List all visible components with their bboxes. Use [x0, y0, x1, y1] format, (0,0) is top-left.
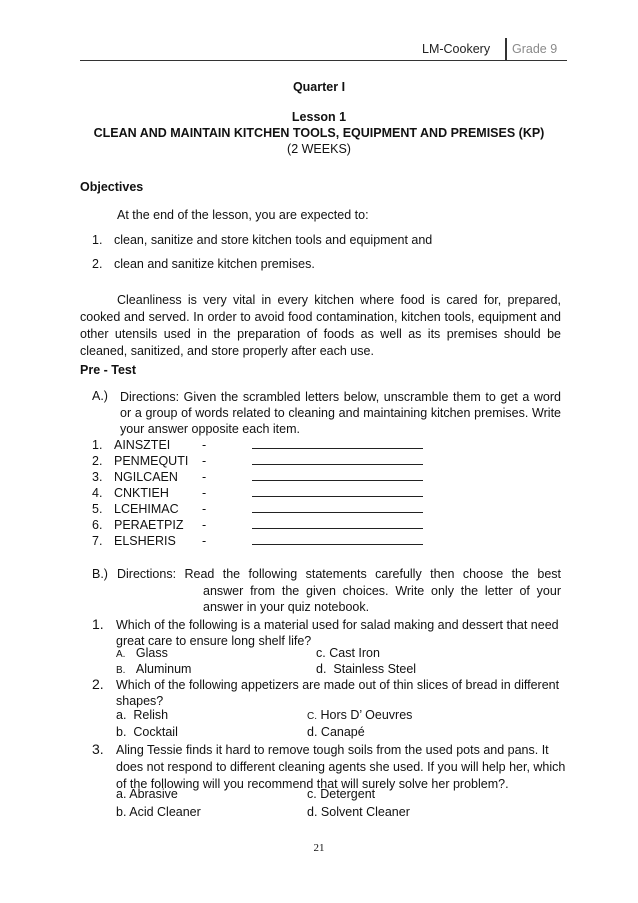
scramble-number: 3.	[92, 470, 103, 484]
scramble-dash: -	[202, 534, 207, 548]
answer-blank[interactable]	[252, 501, 423, 513]
pretest-heading: Pre - Test	[80, 363, 137, 377]
objective-number: 2.	[92, 257, 103, 271]
option-text: Glass	[135, 646, 168, 660]
scramble-word: AINSZTEI	[114, 438, 171, 452]
scramble-number: 1.	[92, 438, 103, 452]
option-letter: c.	[316, 646, 326, 660]
cleanliness-paragraph: Cleanliness is very vital in every kitchen where food is cared for, prepared, cooked and served. In order to avoid food contamination, kitchen tools, equipment and other utensils used in the preparation of foods as well as its premises should be cleaned, sanitized, and store properly after each use.	[80, 293, 561, 358]
quarter-title: Quarter I	[292, 80, 346, 94]
scramble-dash: -	[202, 518, 207, 532]
option-text: Acid Cleaner	[129, 805, 201, 819]
lesson-topic: CLEAN AND MAINTAIN KITCHEN TOOLS, EQUIPMENT AND PREMISES (KP)	[93, 126, 545, 140]
scramble-number: 5.	[92, 502, 103, 516]
answer-blank[interactable]	[252, 453, 423, 465]
answer-blank[interactable]	[252, 533, 423, 545]
scramble-item	[92, 469, 423, 485]
option-text: Cast Iron	[329, 646, 380, 660]
option-text: Canapé	[320, 725, 365, 739]
option	[307, 787, 375, 801]
option-text: Abrasive	[129, 787, 178, 801]
option-letter: d.	[307, 725, 318, 739]
scramble-word: ELSHERIS	[114, 534, 176, 548]
objective-number: 1.	[92, 233, 103, 247]
option-letter: b.	[116, 805, 127, 819]
option-letter: d.	[316, 662, 327, 676]
scramble-word: PERAETPIZ	[114, 518, 184, 532]
option-text: Solvent Cleaner	[320, 805, 410, 819]
scramble-item	[92, 533, 423, 549]
answer-blank[interactable]	[252, 517, 423, 529]
page-number: 21	[313, 842, 325, 854]
question-number: 1.	[92, 616, 104, 632]
option-letter: d.	[307, 805, 318, 819]
scramble-dash: -	[202, 438, 207, 452]
option-letter: c.	[307, 787, 317, 801]
option	[116, 662, 191, 676]
answer-blank[interactable]	[252, 469, 423, 481]
option-letter: a.	[116, 787, 127, 801]
lesson-title: Lesson 1	[291, 110, 347, 124]
grade-label: Grade 9	[512, 42, 558, 56]
part-b-directions-rest: answer from the given choices. Write only the letter of your answer in your quiz notebook.	[203, 584, 561, 614]
option	[116, 725, 178, 739]
objective-text: clean, sanitize and store kitchen tools and equipment and	[114, 233, 433, 247]
option-text: Detergent	[320, 787, 376, 801]
option-letter: A.	[116, 649, 126, 660]
part-b-label: B.)	[92, 567, 108, 581]
scramble-dash: -	[202, 486, 207, 500]
option-letter: b.	[116, 725, 127, 739]
part-a-directions: Directions: Given the scrambled letters below, unscramble them to get a word or a group of words related to cleaning and maintaining kitchen premises. Write your answer opposite each item.	[120, 390, 561, 436]
option	[316, 662, 416, 676]
option	[116, 708, 168, 722]
option-letter: C.	[307, 711, 317, 722]
option	[116, 787, 178, 801]
option-text: Relish	[133, 708, 169, 722]
scramble-item	[92, 437, 423, 453]
scramble-number: 4.	[92, 486, 103, 500]
scramble-word: CNKTIEH	[114, 486, 169, 500]
scramble-number: 6.	[92, 518, 103, 532]
objective-text: clean and sanitize kitchen premises.	[114, 257, 315, 271]
question-text: Which of the following appetizers are made out of thin slices of bread in different shapes?	[116, 678, 560, 708]
option	[116, 646, 168, 660]
option-text: Hors D’ Oeuvres	[320, 708, 413, 722]
option	[116, 805, 201, 819]
scramble-item	[92, 501, 423, 517]
option-text: Aluminum	[135, 662, 192, 676]
scramble-dash: -	[202, 470, 207, 484]
question-text: Aling Tessie finds it hard to remove tough soils from the used pots and pans. It does not respond to different cleaning agents she used. If you will help her, which of the following will you recommend that will surely solve her problem?.	[116, 743, 566, 791]
scramble-dash: -	[202, 454, 207, 468]
part-a-label: A.)	[92, 389, 108, 403]
part-b-directions-line1: Directions: Read the following statements carefully then choose the best	[117, 567, 561, 581]
option	[307, 708, 412, 722]
header-rule	[80, 60, 567, 61]
option-text: Stainless Steel	[333, 662, 417, 676]
header-separator	[505, 38, 507, 61]
option-text: Cocktail	[133, 725, 178, 739]
answer-blank[interactable]	[252, 437, 423, 449]
scramble-word: PENMEQUTI	[114, 454, 189, 468]
question-text: Which of the following is a material used for salad making and dessert that need great care to ensure long shelf life?	[116, 618, 559, 648]
scramble-word: LCEHIMAC	[114, 502, 179, 516]
scramble-dash: -	[202, 502, 207, 516]
scramble-item	[92, 517, 423, 533]
lesson-duration: (2 WEEKS)	[287, 142, 351, 156]
scramble-word: NGILCAEN	[114, 470, 178, 484]
objectives-intro: At the end of the lesson, you are expected to:	[117, 208, 369, 222]
objectives-heading: Objectives	[80, 180, 144, 194]
option	[307, 725, 365, 739]
option	[316, 646, 380, 660]
objective-item	[92, 257, 315, 271]
option-letter: a.	[116, 708, 127, 722]
scramble-number: 7.	[92, 534, 103, 548]
option	[307, 805, 410, 819]
scramble-number: 2.	[92, 454, 103, 468]
question-number: 2.	[92, 676, 104, 692]
objective-item	[92, 233, 432, 247]
course-label: LM-Cookery	[422, 42, 491, 56]
scramble-item	[92, 453, 423, 469]
answer-blank[interactable]	[252, 485, 423, 497]
question-number: 3.	[92, 741, 104, 757]
scramble-item	[92, 485, 423, 501]
option-letter: B.	[116, 665, 126, 676]
